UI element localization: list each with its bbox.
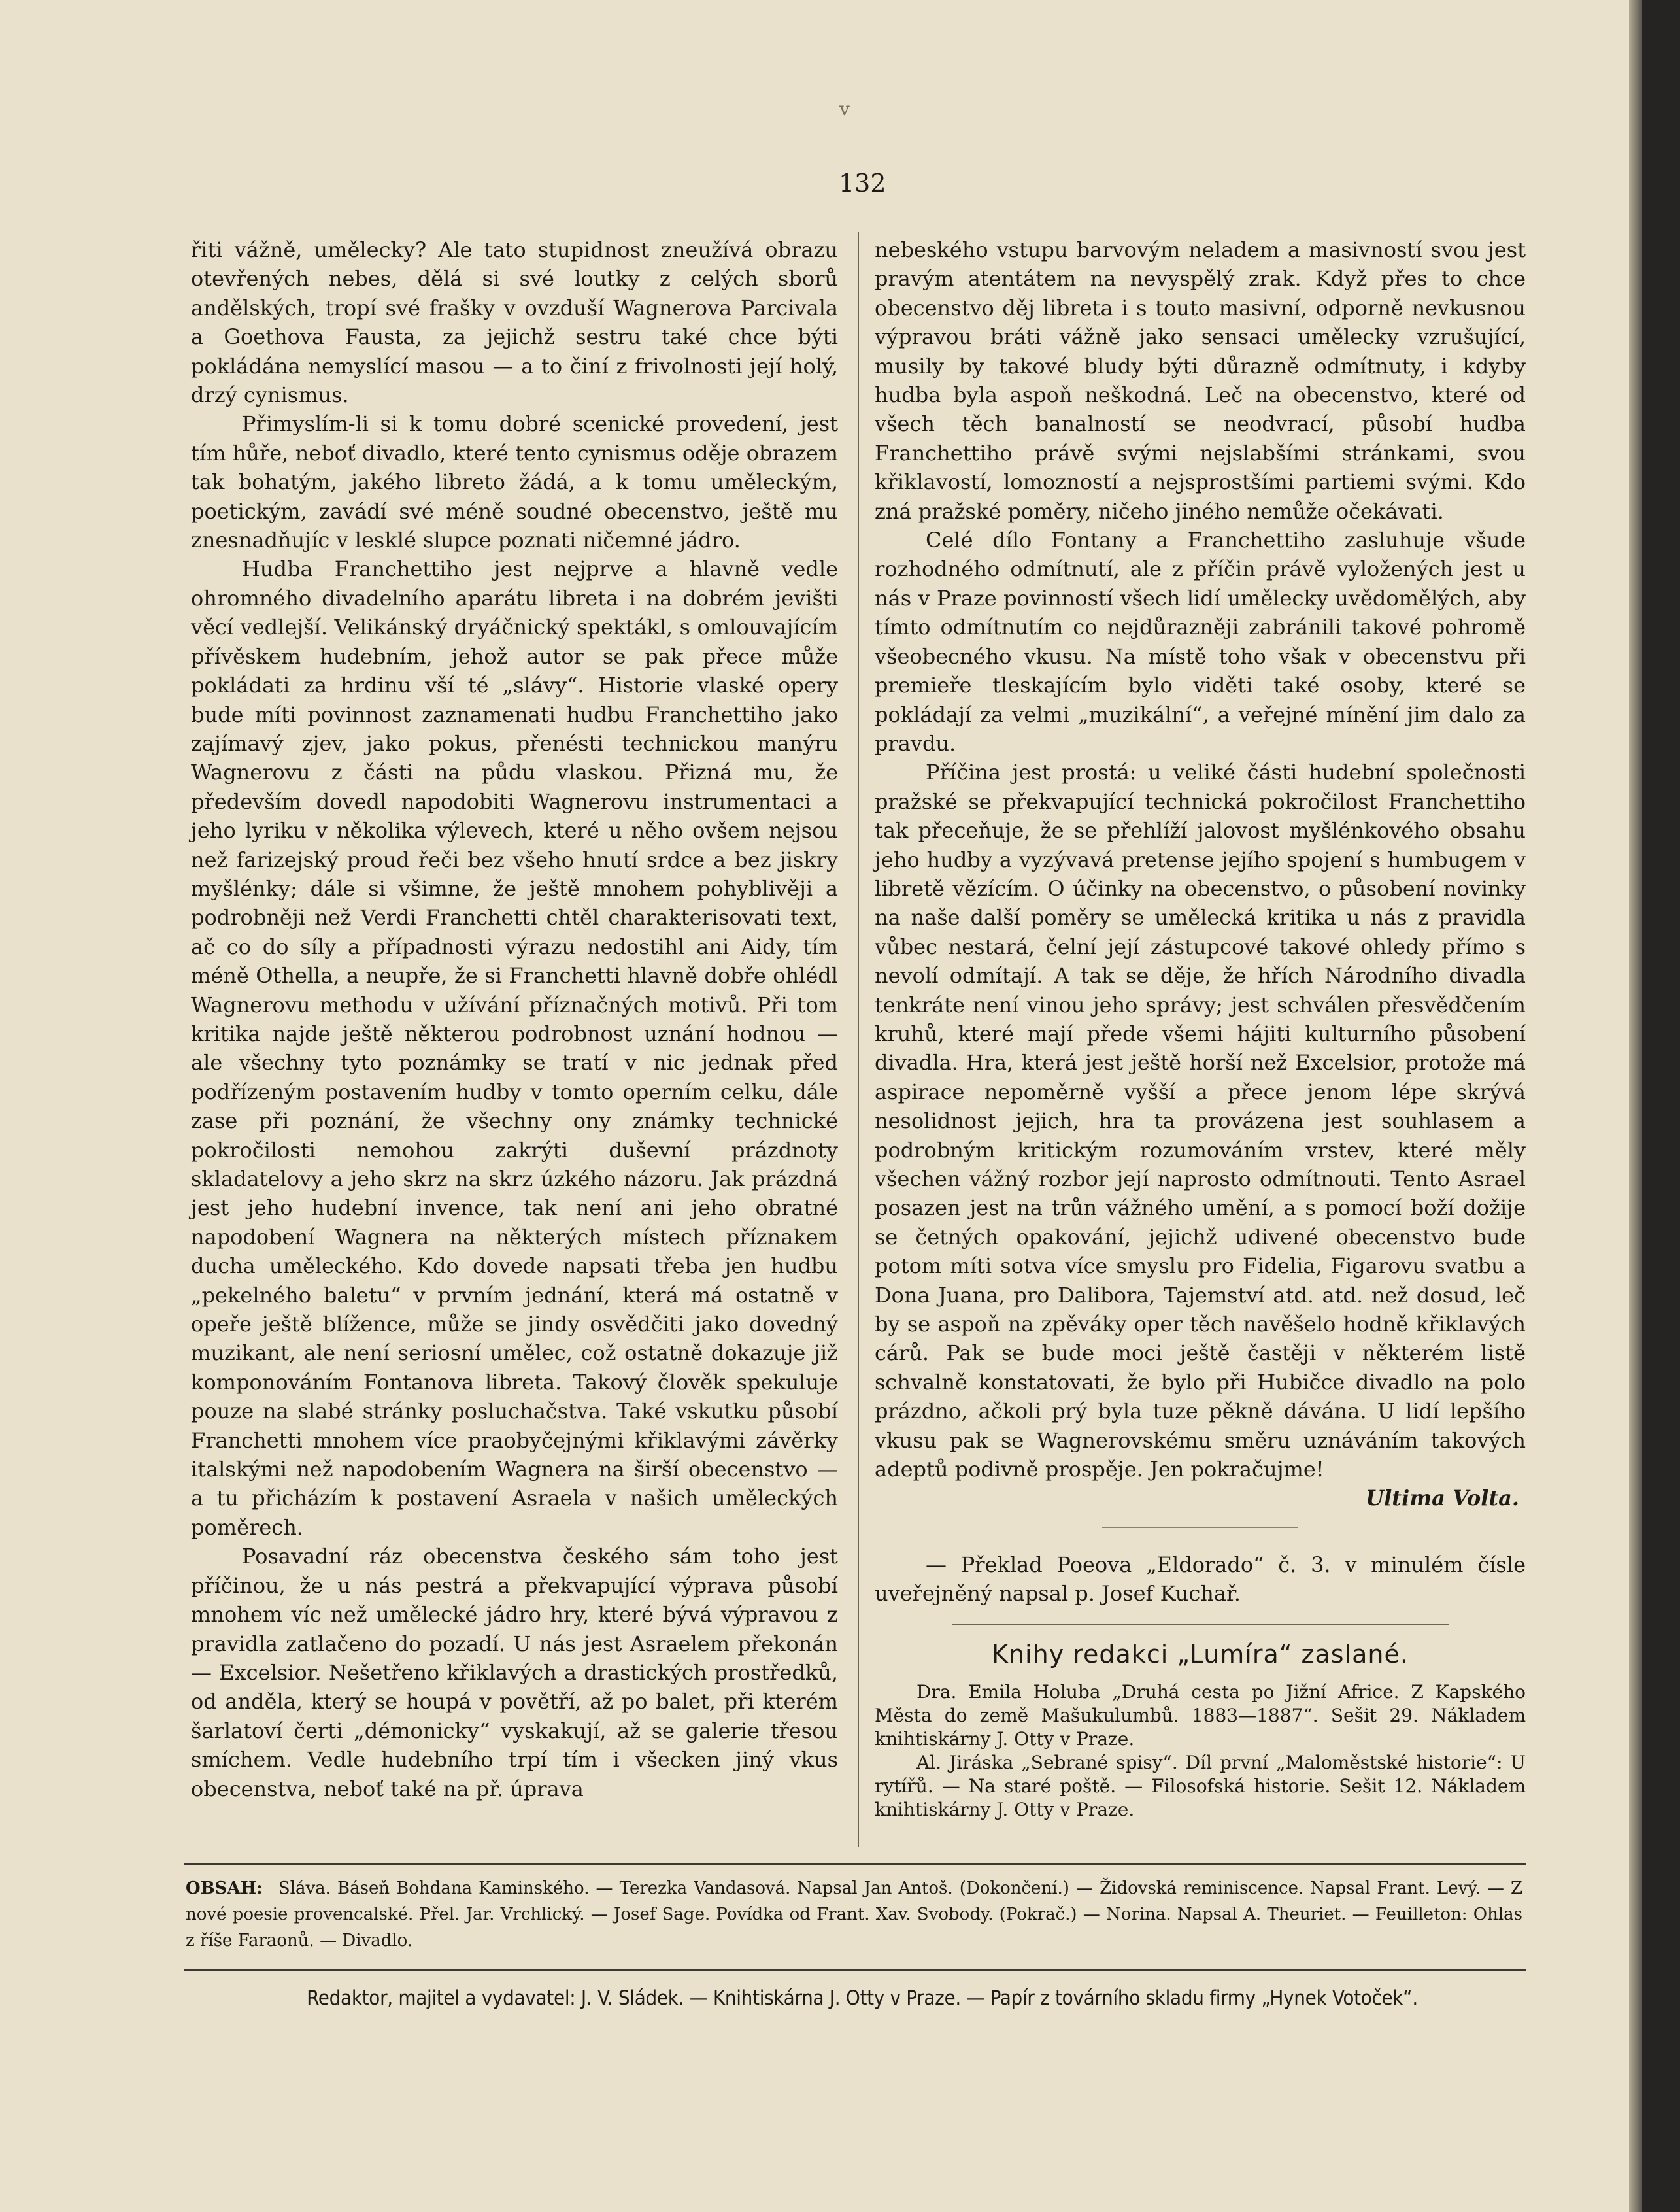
paragraph: řiti vážně, umělecky? Ale tato stupidnost zneužívá obrazu otevřených nebes, dělá si své loutky z celých sborů andělských, tropí své frašky v ovzduší Wagnerova Parcivala a Goethova Fausta, za jejichž sestru také chce býti pokládána nemyslící masou — a to činí z frivolnosti její holý, drzý cynismus.	[191, 237, 838, 408]
left-column	[191, 235, 838, 1803]
divider	[952, 1624, 1449, 1625]
right-column	[875, 235, 1526, 1822]
page-number: 132	[839, 169, 886, 197]
book-entry: Dra. Emila Holuba „Druhá cesta po Jižní Africe. Z Kapského Města do země Mašukulumbů. 1883—1887“. Sešit 29. Nákladem knihtiskárny J. Otty v Praze.	[875, 1681, 1526, 1750]
paragraph: nebeského vstupu barvovým neladem a masivností svou jest pravým atentátem na nevyspělý zrak. Když přes to chce obecenstvo děj libreta i s touto masivní, odporně nevkusnou výpravou bráti vážně jako sensaci umělecky vzrušující, musily by takové bludy býti důrazně odmítnuty, i kdyby hudba byla aspoň neškodná. Leč na obecenstvo, které od všech těch banalností se neodvrací, působí hudba Franchettiho právě svými nejslabšími stránkami, svou křiklavostí, lomozností a nejsprostšími partiemi svými. Kdo zná pražské poměry, ničeho jiného nemůže očekávati.	[875, 237, 1526, 524]
contents-text: Sláva. Báseň Bohdana Kaminského. — Terezka Vandasová. Napsal Jan Antoš. (Dokončení.) — Židovská reminiscence. Napsal Frant. Levý. — Z nové poesie provencalské. Přel. Jar. Vrchlický. — Josef Sage. Povídka od Frant. Xav. Svobody. (Pokrač.) — Norina. Napsal A. Theuriet. — Feuilleton: Ohlas z říše Faraonů. — Divadlo.	[186, 1879, 1523, 1950]
books-list	[875, 1680, 1526, 1822]
column-divider	[858, 232, 859, 1847]
footer-divider	[184, 1863, 1526, 1865]
paragraph: Příčina jest prostá: u veliké části hudební společnosti pražské se překvapující technická pokročilost Franchettiho tak přeceňuje, že se přehlíží jalovost myšlénkového obsahu jeho hudby a vyzývavá pretense jejího spojení s humbugem v libretě vězícím. O účinky na obecenstvo, o působení novinky na naše další poměry se umělecká kritika u nás z pravidla vůbec nestará, čelní její zástupcové takové ohledy přímo s nevolí odmítají. A tak se děje, že hřích Národního divadla tenkráte není vinou jeho správy; jest schválen přesvědčením kruhů, které mají přede všemi hájiti kulturního působení divadla. Hra, která jest ještě horší než Excelsior, protože má aspirace nepoměrně vyšší a přece jenom lépe skrývá nesolidnost jejich, hra ta provázena jest souhlasem a podrobným kritickým rozumováním vrstev, které měly všechen vážný rozbor její naprosto odmítnouti. Tento Asrael posazen jest na trůn vážného umění, a s pomocí boží dožije se četných opakování, jejichž udivené obecenstvo bude potom míti sotva více smyslu pro Fidelia, Figarovu svatbu a Dona Juana, pro Dalibora, Tajemství atd. atd. než dosud, leč by se aspoň na zpěváky oper těch navěšelo hodně křiklavých cárů. Pak se bude moci ještě častěji v některém listě schvalně konstatovati, že bylo při Hubičce divadlo na polo prázdno, ačkoli prý byla tuze pěkně dávána. U lidí lepšího vkusu pak se Wagnerovskému směru uznáváním takových adeptů podivně prospěje. Jen pokračujme!	[875, 760, 1526, 1482]
translation-note: — Překlad Poeova „Eldorado“ č. 3. v minulém čísle uveřejněný napsal p. Josef Kuchař.	[875, 1552, 1526, 1607]
paragraph: Přimyslím-li si k tomu dobré scenické provedení, jest tím hůře, neboť divadlo, které tento cynismus oděje obrazem tak bohatým, jakého libreto žádá, a k tomu uměleckým, poetickým, zavádí své méně soudné obecenstvo, ještě mu znesnadňujíc v lesklé slupce poznati ničemné jádro.	[191, 411, 838, 553]
author-signature: Ultima Volta.	[1366, 1486, 1519, 1511]
contents-label: OBSAH:	[186, 1879, 263, 1898]
table-of-contents	[186, 1875, 1522, 1954]
book-entry: Al. Jiráska „Sebrané spisy“. Díl první „Maloměstské historie“: U rytířů. — Na staré poště. — Filosofská historie. Sešit 12. Nákladem knihtiskárny J. Otty v Praze.	[875, 1752, 1526, 1821]
page-edge	[1629, 0, 1642, 2212]
divider	[1102, 1527, 1298, 1528]
imprint: Redaktor, majitel a vydavatel: J. V. Sládek. — Knihtiskárna J. Otty v Praze. — Papír z továrního skladu firmy „Hynek Votoček“.	[307, 1986, 1418, 2010]
paragraph: Posavadní ráz obecenstva českého sám toho jest příčinou, že u nás pestrá a překvapující výprava působí mnohem víc než umělecké jádro hry, které bývá výpravou z pravidla zatlačeno do pozadí. U nás jest Asraelem překonán — Excelsior. Nešetřeno křiklavých a drastických prostředků, od anděla, který se houpá v povětří, až po balet, při kterém šarlatoví čerti „démonicky“ vyskakují, až se galerie třesou smíchem. Vedle hudebního trpí tím i všecken jiný vkus obecenstva, neboť také na př. úprava	[191, 1544, 838, 1801]
books-heading: Knihy redakci „Lumíra“ zaslané.	[992, 1639, 1409, 1669]
pencil-mark: v	[839, 98, 850, 120]
paragraph: Hudba Franchettiho jest nejprve a hlavně vedle ohromného divadelního aparátu libreta i na dobrém jevišti věcí vedlejší. Velikánský dryáčnický spektákl, s omlouvajícím přívěskem hudebním, jehož autor se pak přece může pokládati za hrdinu vší té „slávy“. Historie vlaské opery bude míti povinnost zaznamenati hudbu Franchettiho jako zajímavý zjev, jako pokus, přenésti technickou manýru Wagnerovu z části na půdu vlaskou. Přizná mu, že především dovedl napodobiti Wagnerovu instrumentaci a jeho lyriku v několika výlevech, které u něho ovšem nejsou než farizejský proud řeči bez všeho hnutí srdce a bez jiskry myšlénky; dále si všimne, že ještě mnohem pohyblivěji a podrobněji než Verdi Franchetti chtěl charakterisovati text, ač co do síly a případnosti výrazu nedostihl ani Aidy, tím méně Othella, a neupře, že si Franchetti hlavně dobře ohlédl Wagnerovu methodu v užívání příznačných motivů. Při tom kritika najde ještě některou podrobnost uznání hodnou — ale všechny tyto poznámky se tratí v nic jednak před podřízeným postavením hudby v tomto operním celku, dále zase při poznání, že všechny ony známky technické pokročilosti nemohou zakrýti duševní prázdnoty skladatelovy a jeho skrz na skrz úzkého názoru. Jak prázdná jest jeho hudební invence, tak není ani jeho obratné napodobení Wagnera na některých místech příznakem ducha uměleckého. Kdo dovede napsati třeba jen hudbu „pekelného baletu“ v prvním jednání, která má ostatně v opeře ještě blížence, může se jindy osvědčiti jako dovedný muzikant, ale není seriosní umělec, což ostatně dokazuje již komponováním Fontanova libreta. Takový člověk spekuluje pouze na slabé stránky posluchačstva. Také vskutku působí Franchetti mnohem více praobyčejnými křiklavými závěrky italskými než napodobením Wagnera na širší obecenstvo — a tu přicházím k postavení Asraela v našich uměleckých poměrech.	[191, 556, 838, 1540]
paragraph: Celé dílo Fontany a Franchettiho zasluhuje všude rozhodného odmítnutí, ale z příčin právě vyložených jest u nás v Praze povinností všech lidí umělecky uvědomělých, aby tímto odmítnutím co nejdůrazněji zabránili takové pohromě všeobecného vkusu. Na místě toho však v obecenstvu při premieře tleskajícím bylo viděti také osoby, které se pokládají za velmi „muzikální“, a veřejné mínění jim dalo za pravdu.	[875, 528, 1526, 756]
footer-divider	[184, 1969, 1526, 1971]
